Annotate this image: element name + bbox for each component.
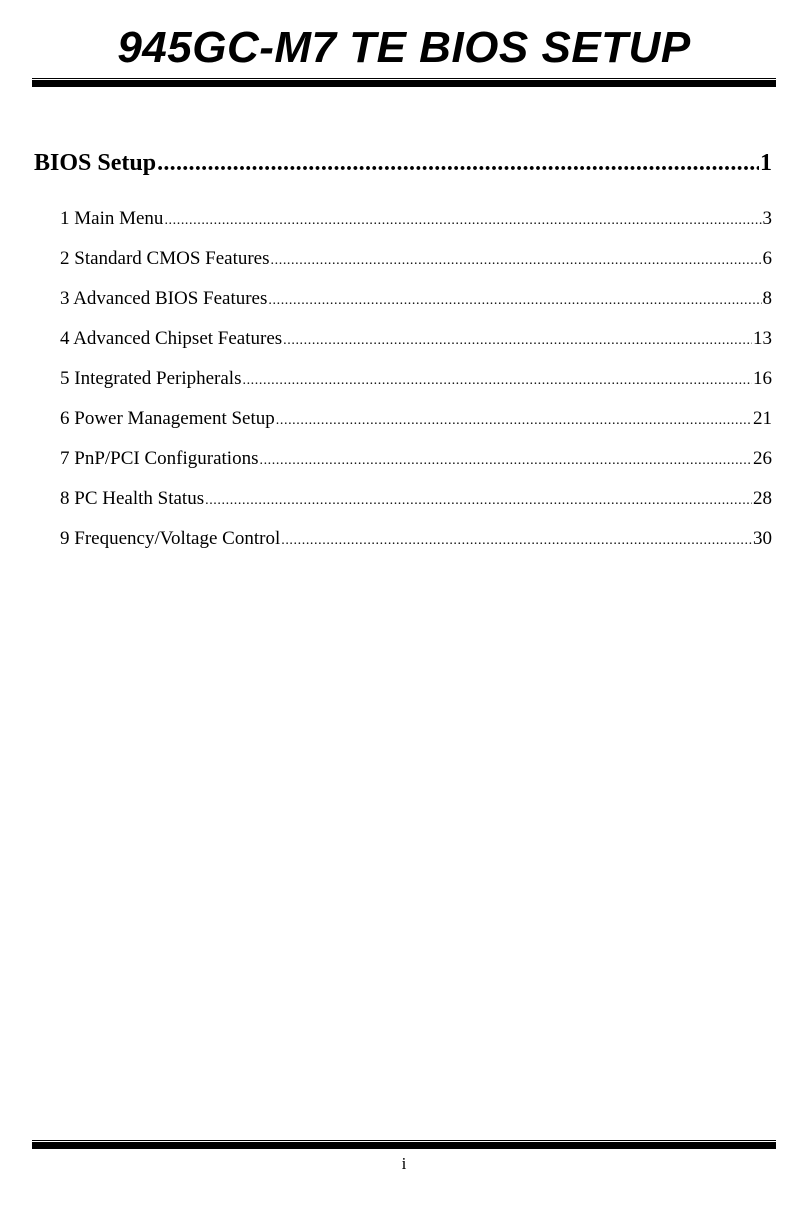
toc-entry-page: 3 bbox=[762, 208, 772, 229]
dot-leader bbox=[157, 145, 759, 181]
toc-entry-label: 6 Power Management Setup bbox=[60, 408, 275, 429]
toc-entry-advanced-chipset-features[interactable] bbox=[34, 319, 772, 359]
toc-entry-page: 1 bbox=[760, 150, 772, 176]
dot-leader bbox=[268, 279, 761, 321]
dot-leader bbox=[205, 479, 752, 521]
toc-entry-page: 30 bbox=[753, 528, 772, 549]
toc-entry-advanced-bios-features[interactable] bbox=[34, 279, 772, 319]
footer-rule bbox=[32, 1140, 776, 1149]
toc-entry-label: 4 Advanced Chipset Features bbox=[60, 328, 283, 349]
toc-entry-standard-cmos-features[interactable] bbox=[34, 239, 772, 279]
toc-entry-label: 1 Main Menu bbox=[60, 208, 164, 229]
toc-entry-frequency-voltage-control[interactable] bbox=[34, 519, 772, 559]
header-rule bbox=[32, 78, 776, 87]
dot-leader bbox=[271, 239, 762, 281]
toc-entry-label: 5 Integrated Peripherals bbox=[60, 368, 242, 389]
dot-leader bbox=[276, 399, 752, 441]
toc-entry-page: 6 bbox=[762, 248, 772, 269]
page-header-title: 945GC-M7 TE BIOS SETUP bbox=[117, 23, 691, 72]
toc-entry-page: 16 bbox=[753, 368, 772, 389]
toc-entry-page: 26 bbox=[753, 448, 772, 469]
toc-entry-main-menu[interactable] bbox=[34, 199, 772, 239]
toc-entry-page: 8 bbox=[762, 288, 772, 309]
header-rule-thick-line bbox=[32, 80, 776, 87]
toc-entry-integrated-peripherals[interactable] bbox=[34, 359, 772, 399]
dot-leader bbox=[259, 439, 752, 481]
footer-rule-thick-line bbox=[32, 1142, 776, 1149]
toc-entry-bios-setup[interactable] bbox=[34, 145, 772, 181]
toc-entry-label: 8 PC Health Status bbox=[60, 488, 205, 509]
toc-entry-page: 21 bbox=[753, 408, 772, 429]
toc-entry-label: BIOS Setup bbox=[34, 150, 157, 176]
toc-entry-page: 28 bbox=[753, 488, 772, 509]
toc-entry-power-management-setup[interactable] bbox=[34, 399, 772, 439]
toc-entry-page: 13 bbox=[753, 328, 772, 349]
page-number: i bbox=[401, 1154, 407, 1173]
dot-leader bbox=[281, 519, 752, 561]
toc-entry-label: 9 Frequency/Voltage Control bbox=[60, 528, 281, 549]
toc-entry-pnp-pci-configurations[interactable] bbox=[34, 439, 772, 479]
toc-entry-label: 7 PnP/PCI Configurations bbox=[60, 448, 259, 469]
table-of-contents bbox=[34, 145, 772, 559]
dot-leader bbox=[164, 199, 761, 241]
dot-leader bbox=[242, 359, 752, 401]
dot-leader bbox=[283, 319, 752, 361]
toc-entry-label: 2 Standard CMOS Features bbox=[60, 248, 270, 269]
toc-entry-label: 3 Advanced BIOS Features bbox=[60, 288, 268, 309]
toc-entry-pc-health-status[interactable] bbox=[34, 479, 772, 519]
